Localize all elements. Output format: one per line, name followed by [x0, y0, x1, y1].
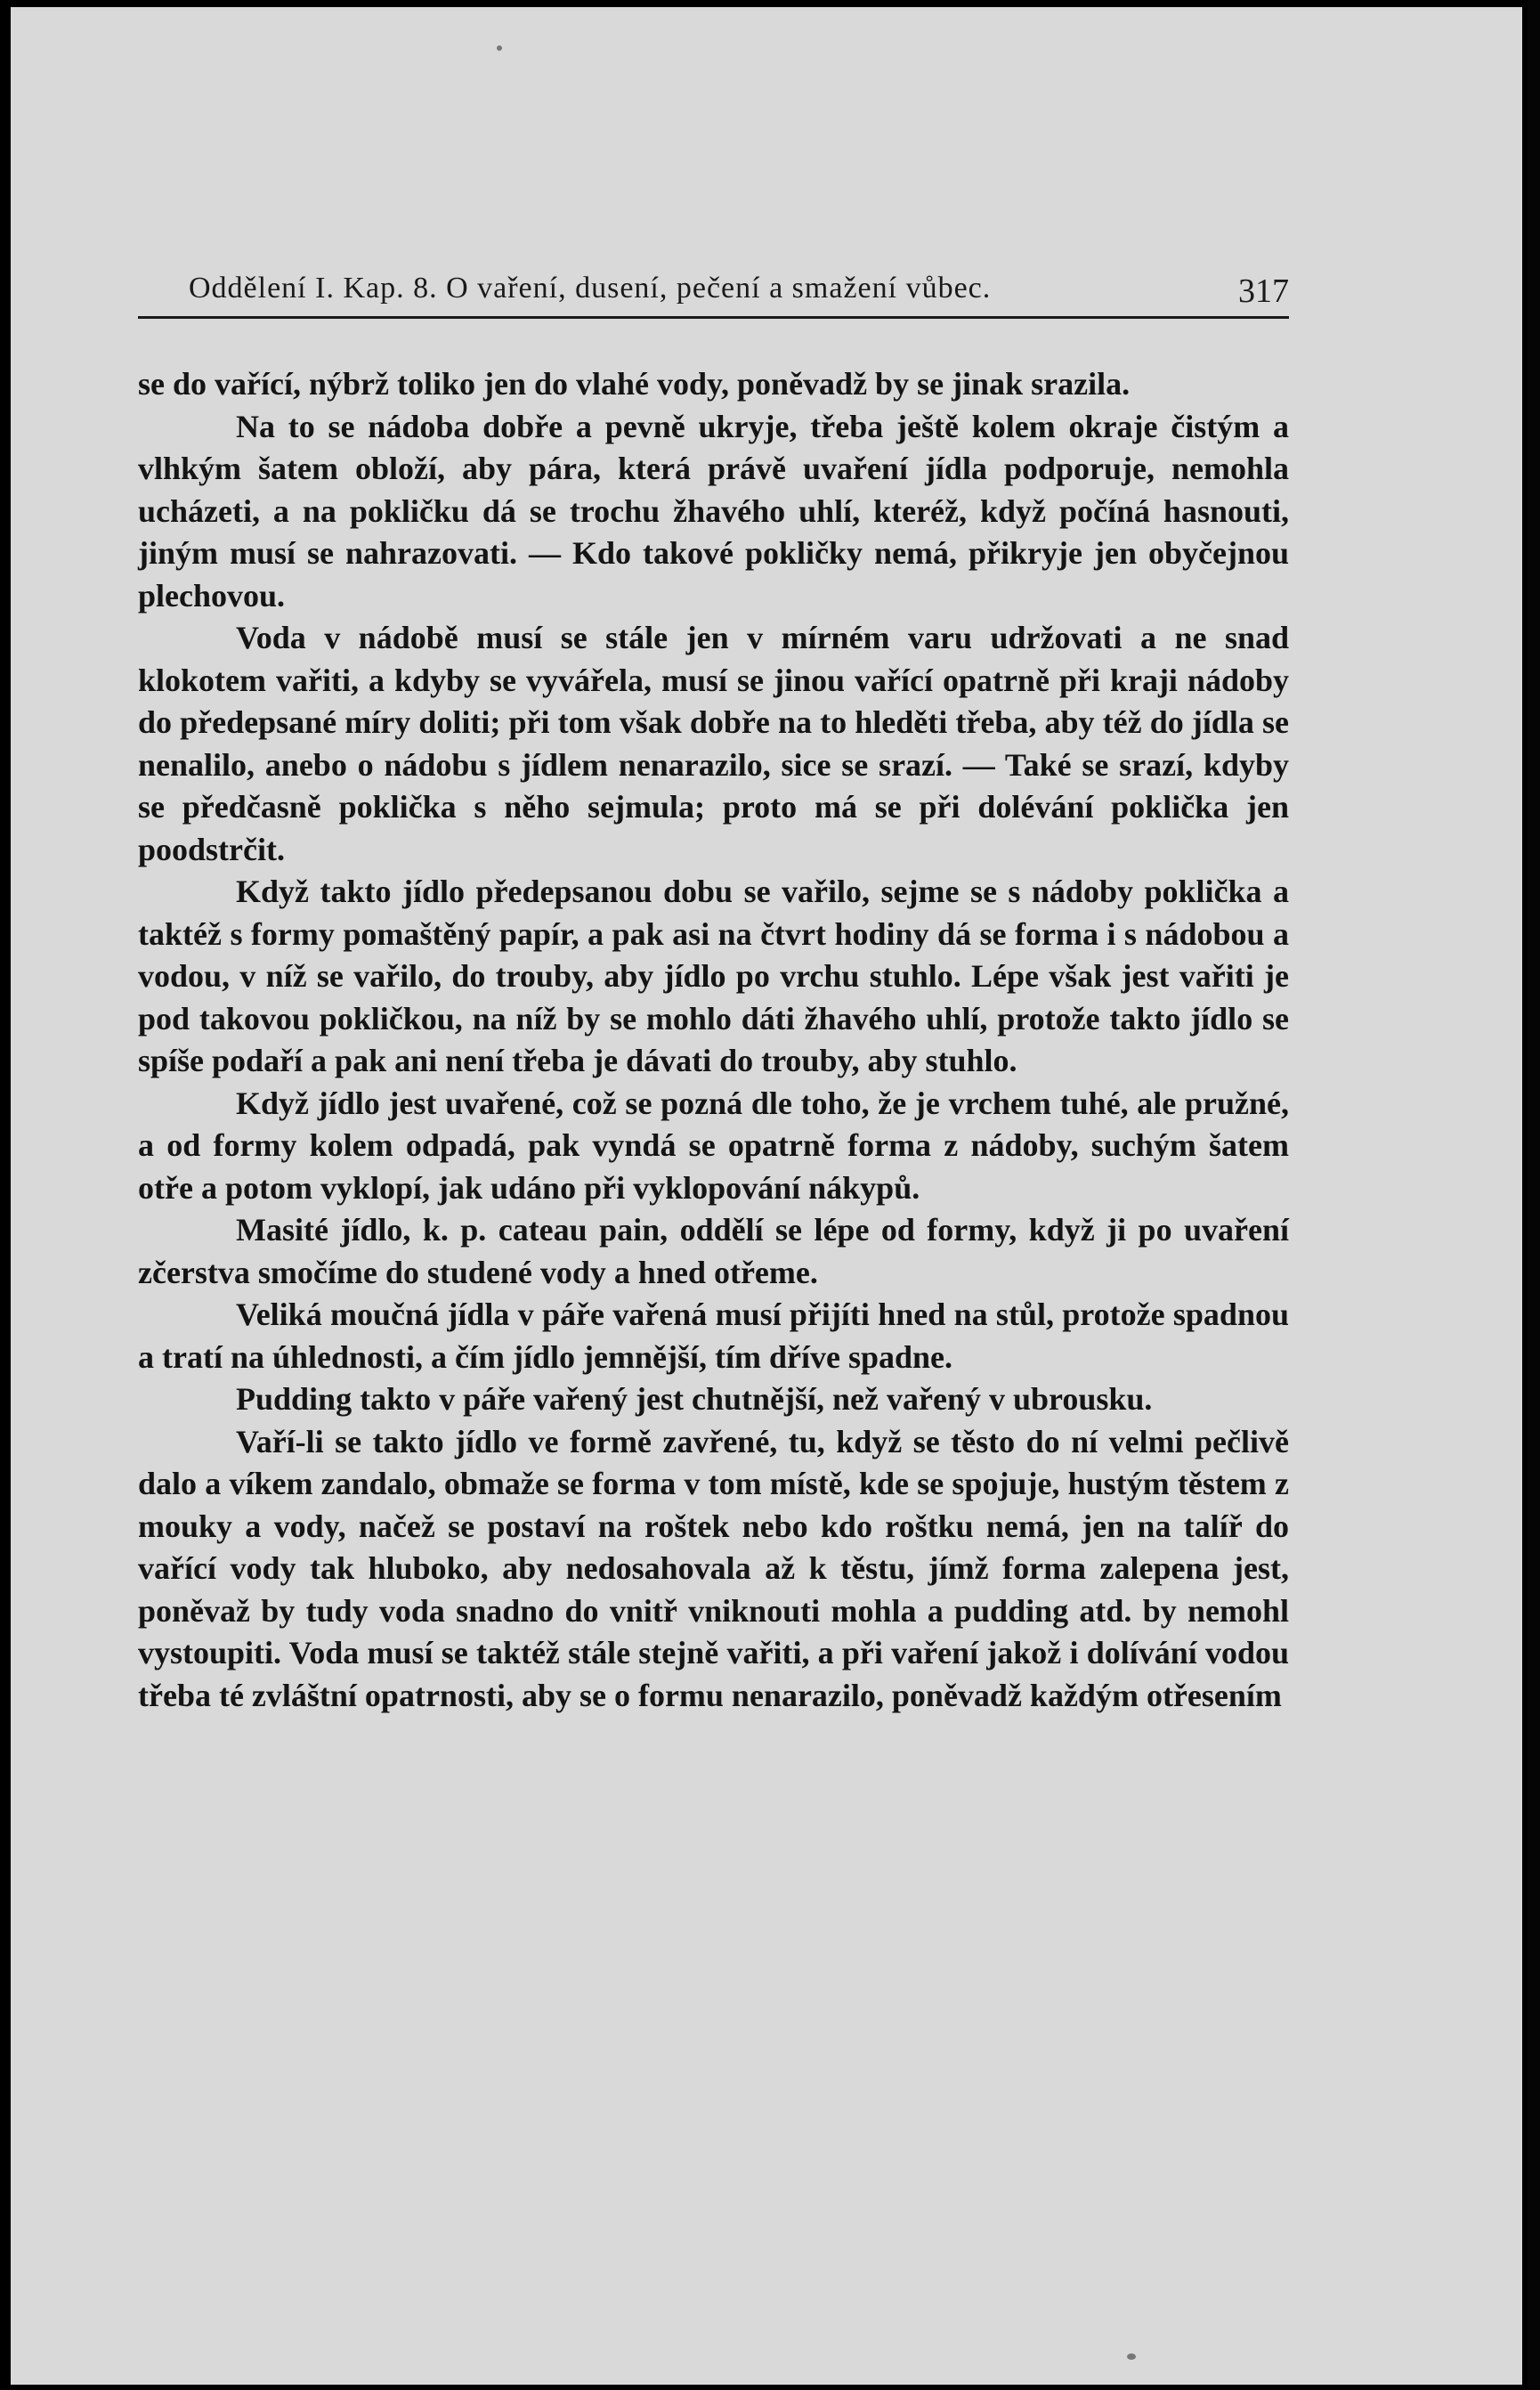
- paragraph: Masité jídlo, k. p. cateau pain, oddělí se lépe od formy, když ji po uvaření zčerstva smočíme do studené vody a hned otřeme.: [138, 1212, 1289, 1290]
- paragraph: Voda v nádobě musí se stále jen v mírném varu udržovati a ne snad klokotem vařiti, a kdyby se vyvářela, musí se jinou vařící opatrně při kraji nádoby do předepsané míry doliti; při tom však dobře na to hleděti třeba, aby též do jídla se nenalilo, anebo o nádobu s jídlem nenarazilo, sice se srazí. — Také se srazí, kdyby se předčasně poklička s něho sejmula; proto má se při dolévání poklička jen poodstrčit.: [138, 620, 1289, 867]
- print-speck: [497, 45, 502, 51]
- page-number: 317: [1238, 272, 1289, 310]
- scan-edge: [1528, 0, 1540, 2390]
- paragraph: Když jídlo jest uvařené, což se pozná dle toho, že je vrchem tuhé, ale pružné, a od formy kolem odpadá, pak vyndá se opatrně forma z nádoby, suchým šatem otře a potom vyklopí, jak udáno při vyklopování nákypů.: [138, 1085, 1289, 1206]
- paragraph: Na to se nádoba dobře a pevně ukryje, třeba ještě kolem okraje čistým a vlhkým šatem obloží, aby pára, která právě uvaření jídla podporuje, nemohla ucházeti, a na pokličku dá se trochu žhavého uhlí, kteréž, když počíná hasnouti, jiným musí se nahrazovati. — Kdo takové pokličky nemá, přikryje jen obyčejnou plechovou.: [138, 408, 1289, 614]
- paragraph: Když takto jídlo předepsanou dobu se vařilo, sejme se s nádoby poklička a taktéž s formy pomaštěný papír, a pak asi na čtvrt hodiny dá se forma i s nádobou a vodou, v níž se vařilo, do trouby, aby jídlo po vrchu stuhlo. Lépe však jest vařiti je pod takovou pokličkou, na níž by se mohlo dáti žhavého uhlí, protože takto jídlo se spíše podaří a pak ani není třeba je dávati do trouby, aby stuhlo.: [138, 874, 1289, 1078]
- running-header: [138, 272, 1289, 314]
- paragraph: se do vařící, nýbrž toliko jen do vlahé vody, poněvadž by se jinak srazila.: [138, 366, 1131, 402]
- body-text: [138, 363, 1289, 1717]
- scanned-page: [11, 7, 1522, 2385]
- paragraph: Vaří-li se takto jídlo ve formě zavřené, tu, když se těsto do ní velmi pečlivě dalo a víkem zandalo, obmaže se forma v tom místě, kde se spojuje, hustým těstem z mouky a vody, načež se postaví na roštek nebo kdo roštku nemá, jen na talíř do vařící vody tak hluboko, aby nedosahovala až k těstu, jímž forma zalepena jest, poněvaž by tudy voda snadno do vnitř vniknouti mohla a pudding atd. by nemohl vystoupiti. Voda musí se taktéž stále stejně vařiti, a při vaření jakož i dolívání vodou třeba té zvláštní opatrnosti, aby se o formu nenarazilo, poněvadž každým otřesením: [138, 1423, 1289, 1713]
- paragraph: Veliká moučná jídla v páře vařená musí přijíti hned na stůl, protože spadnou a tratí na úhlednosti, a čím jídlo jemnější, tím dříve spadne.: [138, 1297, 1289, 1375]
- header-rule: [138, 316, 1289, 319]
- paragraph: Pudding takto v páře vařený jest chutnější, než vařený v ubrousku.: [236, 1381, 1153, 1417]
- print-speck: [1127, 2353, 1136, 2360]
- chapter-heading: Oddělení I. Kap. 8. O vaření, dusení, pečení a smažení vůbec.: [189, 272, 992, 305]
